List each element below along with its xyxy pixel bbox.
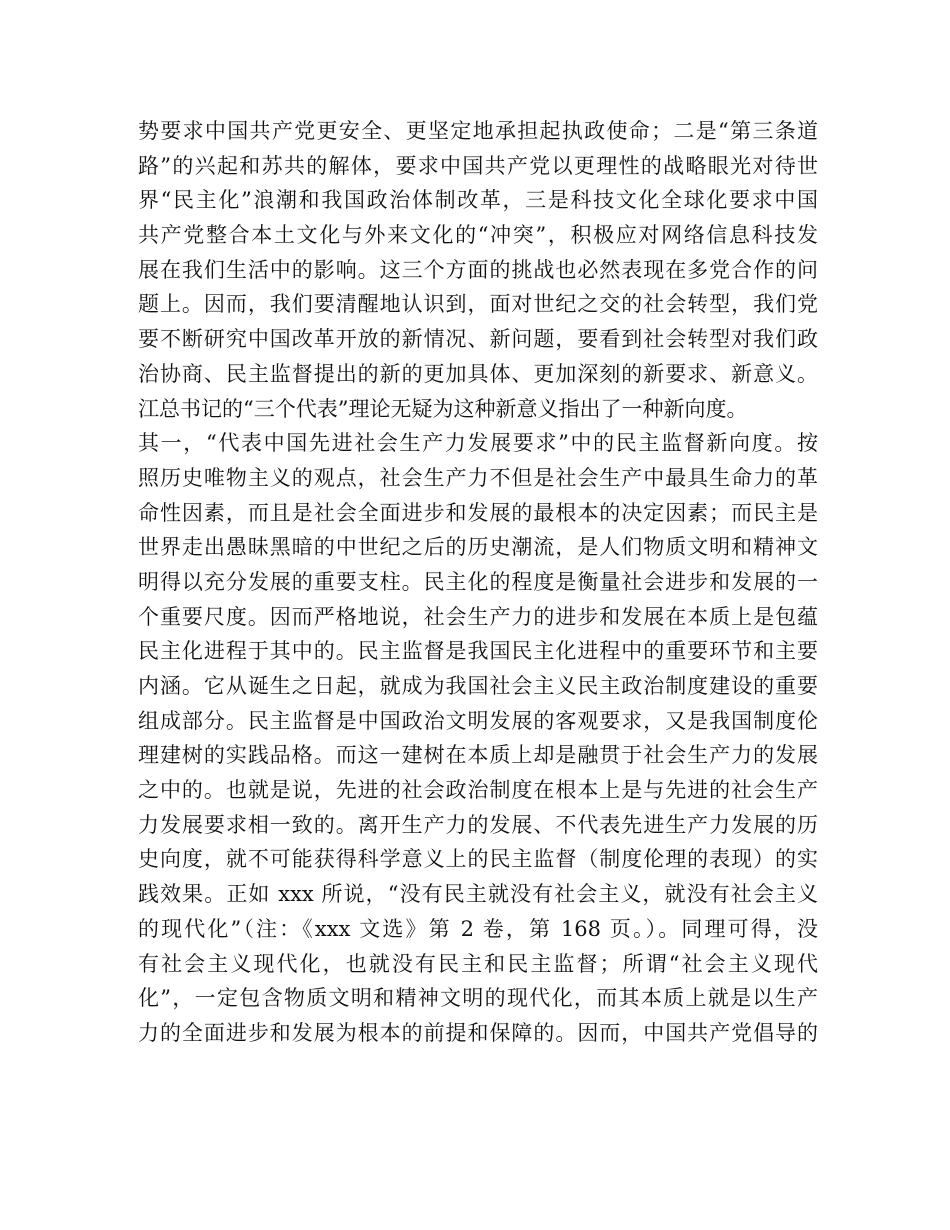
text-line: 界“民主化”浪潮和我国政治体制改革，三是科技文化全球化要求中国 xyxy=(138,188,818,213)
text-line: 展在我们生活中的影响。这三个方面的挑战也必然表现在多党合作的问 xyxy=(138,257,818,282)
text-line: 践效果。正如 xxx 所说，“没有民主就没有社会主义，就没有社会主义 xyxy=(138,882,818,907)
text-line: 治协商、民主监督提出的新的更加具体、更加深刻的新要求、新意义。 xyxy=(138,361,818,386)
text-line: 个重要尺度。因而严格地说，社会生产力的进步和发展在本质上是包蕴 xyxy=(138,604,818,629)
text-line: 江总书记的“三个代表”理论无疑为这种新意义指出了一种新向度。 xyxy=(138,396,748,421)
text-line: 势要求中国共产党更安全、更坚定地承担起执政使命；二是“第三条道 xyxy=(138,119,818,143)
text-line: 组成部分。民主监督是中国政治文明发展的客观要求，又是我国制度伦 xyxy=(138,708,818,733)
text-line: 路”的兴起和苏共的解体，要求中国共产党以更理性的战略眼光对待世 xyxy=(138,153,818,178)
text-line: 史向度，就不可能获得科学意义上的民主监督（制度伦理的表现）的实 xyxy=(138,847,818,872)
text-line: 力发展要求相一致的。离开生产力的发展、不代表先进生产力发展的历 xyxy=(138,812,818,837)
text-line: 命性因素，而且是社会全面进步和发展的最根本的决定因素；而民主是 xyxy=(138,500,818,525)
text-line: 其一，“代表中国先进社会生产力发展要求”中的民主监督新向度。按 xyxy=(138,431,818,456)
text-line: 要不断研究中国改革开放的新情况、新问题，要看到社会转型对我们政 xyxy=(138,327,818,352)
text-line: 民主化进程于其中的。民主监督是我国民主化进程中的重要环节和主要 xyxy=(138,639,818,664)
text-line: 理建树的实践品格。而这一建树在本质上却是融贯于社会生产力的发展 xyxy=(138,743,818,768)
text-line: 化”，一定包含物质文明和精神文明的现代化，而其本质上就是以生产 xyxy=(138,986,818,1011)
text-line: 共产党整合本土文化与外来文化的“冲突”，积极应对网络信息科技发 xyxy=(138,223,818,248)
text-line: 题上。因而，我们要清醒地认识到，面对世纪之交的社会转型，我们党 xyxy=(138,292,818,317)
text-line: 有社会主义现代化，也就没有民主和民主监督；所谓“社会主义现代 xyxy=(138,951,818,976)
text-line: 世界走出愚昧黑暗的中世纪之后的历史潮流，是人们物质文明和精神文 xyxy=(138,535,818,560)
text-line: 内涵。它从诞生之日起，就成为我国社会主义民主政治制度建设的重要 xyxy=(138,674,818,698)
text-line: 力的全面进步和发展为根本的前提和保障的。因而，中国共产党倡导的 xyxy=(138,1020,818,1045)
body-text xyxy=(138,114,818,1051)
text-line: 明得以充分发展的重要支柱。民主化的程度是衡量社会进步和发展的一 xyxy=(138,569,818,594)
text-line: 之中的。也就是说，先进的社会政治制度在根本上是与先进的社会生产 xyxy=(138,778,818,803)
text-line: 的现代化”（注：《xxx 文选》第 2 卷，第 168 页。）。同理可得，没 xyxy=(138,916,818,941)
text-line: 照历史唯物主义的观点，社会生产力不但是社会生产中最具生命力的革 xyxy=(138,465,818,490)
